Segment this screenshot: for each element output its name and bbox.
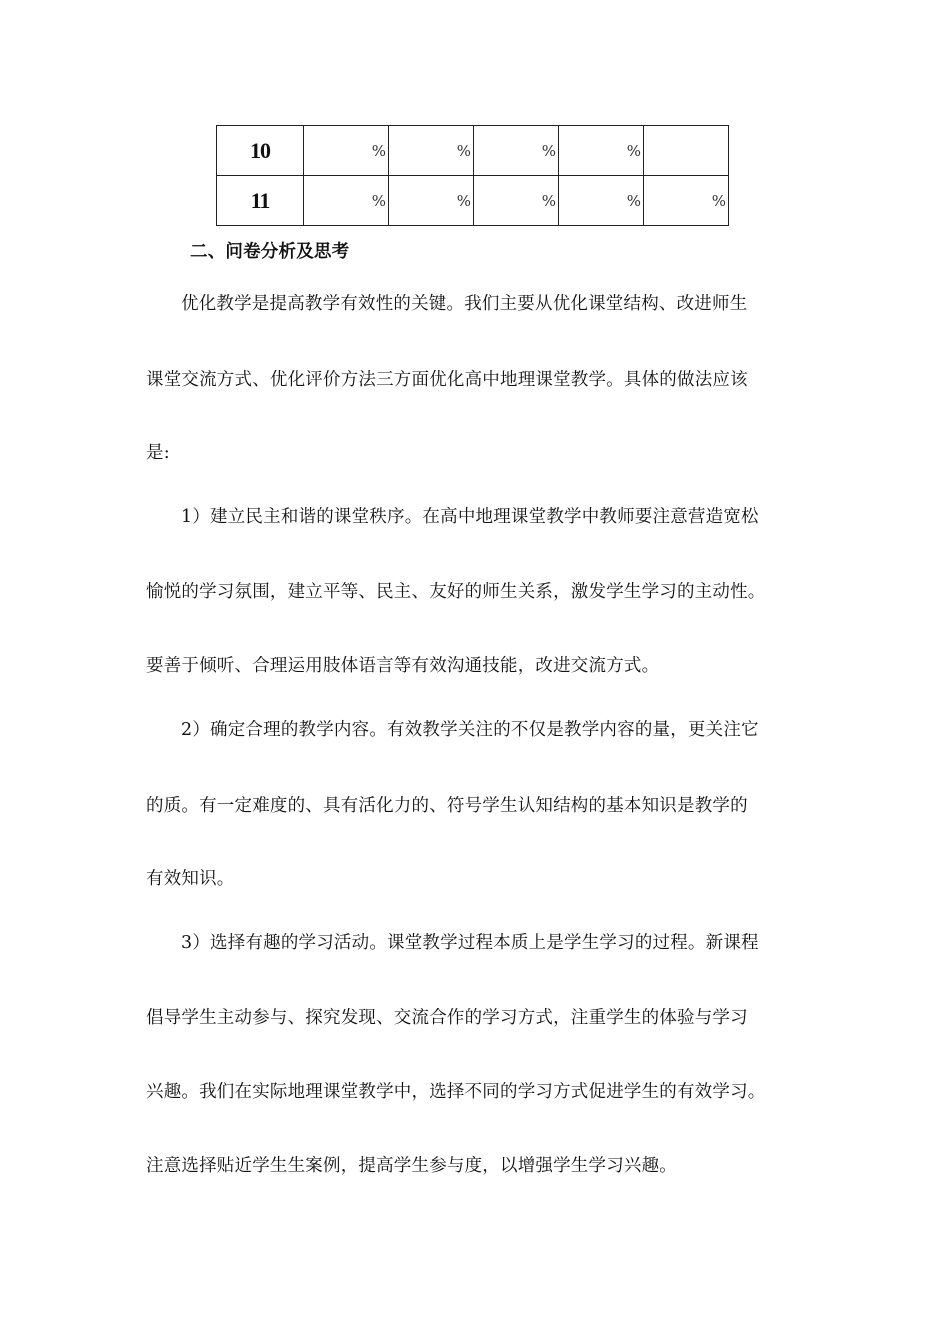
table-cell: % — [304, 126, 389, 176]
paragraph-line: 2）确定合理的教学内容。有效教学关注的不仅是教学内容的量，更关注它 — [181, 720, 759, 740]
table-row — [217, 126, 729, 176]
paragraph-line: 要善于倾听、合理运用肢体语言等有效沟通技能，改进交流方式。 — [146, 656, 660, 676]
table-cell: % — [644, 176, 729, 226]
paragraph-line: 1）建立民主和谐的课堂秩序。在高中地理课堂教学中教师要注意营造宽松 — [181, 507, 759, 527]
table-cell: % — [474, 126, 559, 176]
paragraph-line: 是: — [146, 443, 170, 463]
paragraph-line: 倡导学生主动参与、探究发现、交流合作的学习方式，注重学生的体验与学习 — [146, 1008, 748, 1028]
paragraph-line: 课堂交流方式、优化评价方法三方面优化高中地理课堂教学。具体的做法应该 — [146, 370, 748, 390]
table-cell: % — [474, 176, 559, 226]
section-heading: 二、问卷分析及思考 — [190, 242, 350, 262]
table-cell: % — [559, 126, 644, 176]
table-cell: % — [389, 126, 474, 176]
paragraph-line: 优化教学是提高教学有效性的关键。我们主要从优化课堂结构、改进师生 — [181, 294, 748, 314]
table-row — [217, 176, 729, 226]
table-cell: % — [559, 176, 644, 226]
paragraph-line: 注意选择贴近学生生案例，提高学生参与度，以增强学生学习兴趣。 — [146, 1156, 677, 1176]
row-label: 10 — [217, 126, 304, 176]
survey-results-table — [216, 125, 729, 226]
row-label: 11 — [217, 176, 304, 226]
table-cell: % — [389, 176, 474, 226]
paragraph-line: 愉悦的学习氛围，建立平等、民主、友好的师生关系，激发学生学习的主动性。 — [146, 582, 766, 602]
table-cell: % — [304, 176, 389, 226]
table-cell — [644, 126, 729, 176]
paragraph-line: 兴趣。我们在实际地理课堂教学中，选择不同的学习方式促进学生的有效学习。 — [146, 1082, 766, 1102]
paragraph-line: 3）选择有趣的学习活动。课堂教学过程本质上是学生学习的过程。新课程 — [181, 933, 759, 953]
paragraph-line: 有效知识。 — [146, 869, 235, 889]
paragraph-line: 的质。有一定难度的、具有活化力的、符号学生认知结构的基本知识是教学的 — [146, 796, 748, 816]
